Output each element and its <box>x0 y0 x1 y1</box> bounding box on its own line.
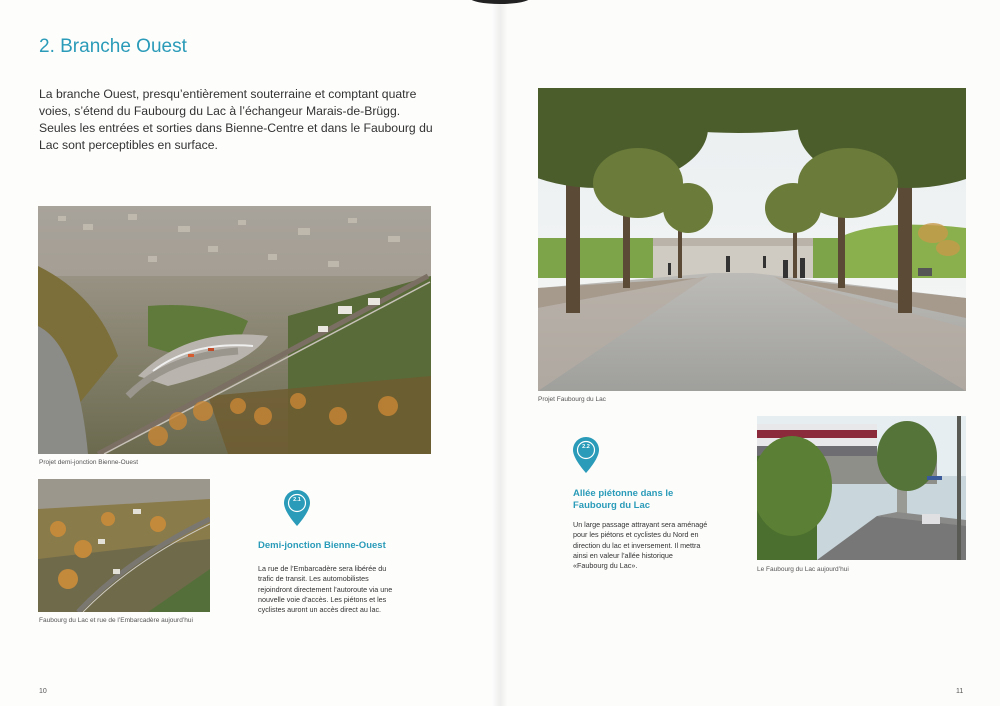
intro-paragraph: La branche Ouest, presqu’entièrement souterraine et comptant quatre voies, s’étend du Faubourg du Lac à l’échangeur Marais-de-Brügg. Seules les entrées et sorties dans Bienne-Centre et dans le Faubourg du Lac sont perceptibles en surface. <box>39 87 433 152</box>
aerial-photo-faubourg <box>38 479 210 612</box>
page-title: 2. Branche Ouest <box>39 36 187 57</box>
section-number: 2.2 <box>582 444 590 450</box>
rendering-faubourg-du-lac <box>538 88 966 391</box>
photo-faubourg-today <box>757 416 966 560</box>
section-marker <box>573 437 599 473</box>
section-body: Un large passage attrayant sera aménagé pour les piétons et cyclistes du Nord en direction du lac et inversement. Il mettra ainsi en valeur l’allée historique «Faubourg du Lac». <box>573 520 708 571</box>
page-number: 11 <box>956 688 964 695</box>
photo-caption: Le Faubourg du Lac aujourd’hui <box>757 566 849 573</box>
photo-caption: Faubourg du Lac et rue de l’Embarcadère aujourd’hui <box>39 617 193 624</box>
section-body: La rue de l’Embarcadère sera libérée du trafic de transit. Les automobilistes rejoindront directement l’autoroute via une nouvelle voie d’accès. Les piétons et les cyclistes auront un accès direct au lac. <box>258 564 393 615</box>
aerial-photo-bienne-ouest <box>38 206 431 454</box>
section-number: 2.1 <box>293 497 301 503</box>
page-number: 10 <box>39 688 47 695</box>
book-gutter <box>492 0 508 706</box>
photo-caption: Projet demi-jonction Bienne-Ouest <box>39 459 138 466</box>
section-marker <box>284 490 310 526</box>
map-pin-icon <box>284 490 310 526</box>
map-pin-icon <box>573 437 599 473</box>
photo-caption: Projet Faubourg du Lac <box>538 396 606 403</box>
section-title: Demi-jonction Bienne-Ouest <box>258 540 386 551</box>
section-title: Allée piétonne dans le Faubourg du Lac <box>573 488 674 511</box>
